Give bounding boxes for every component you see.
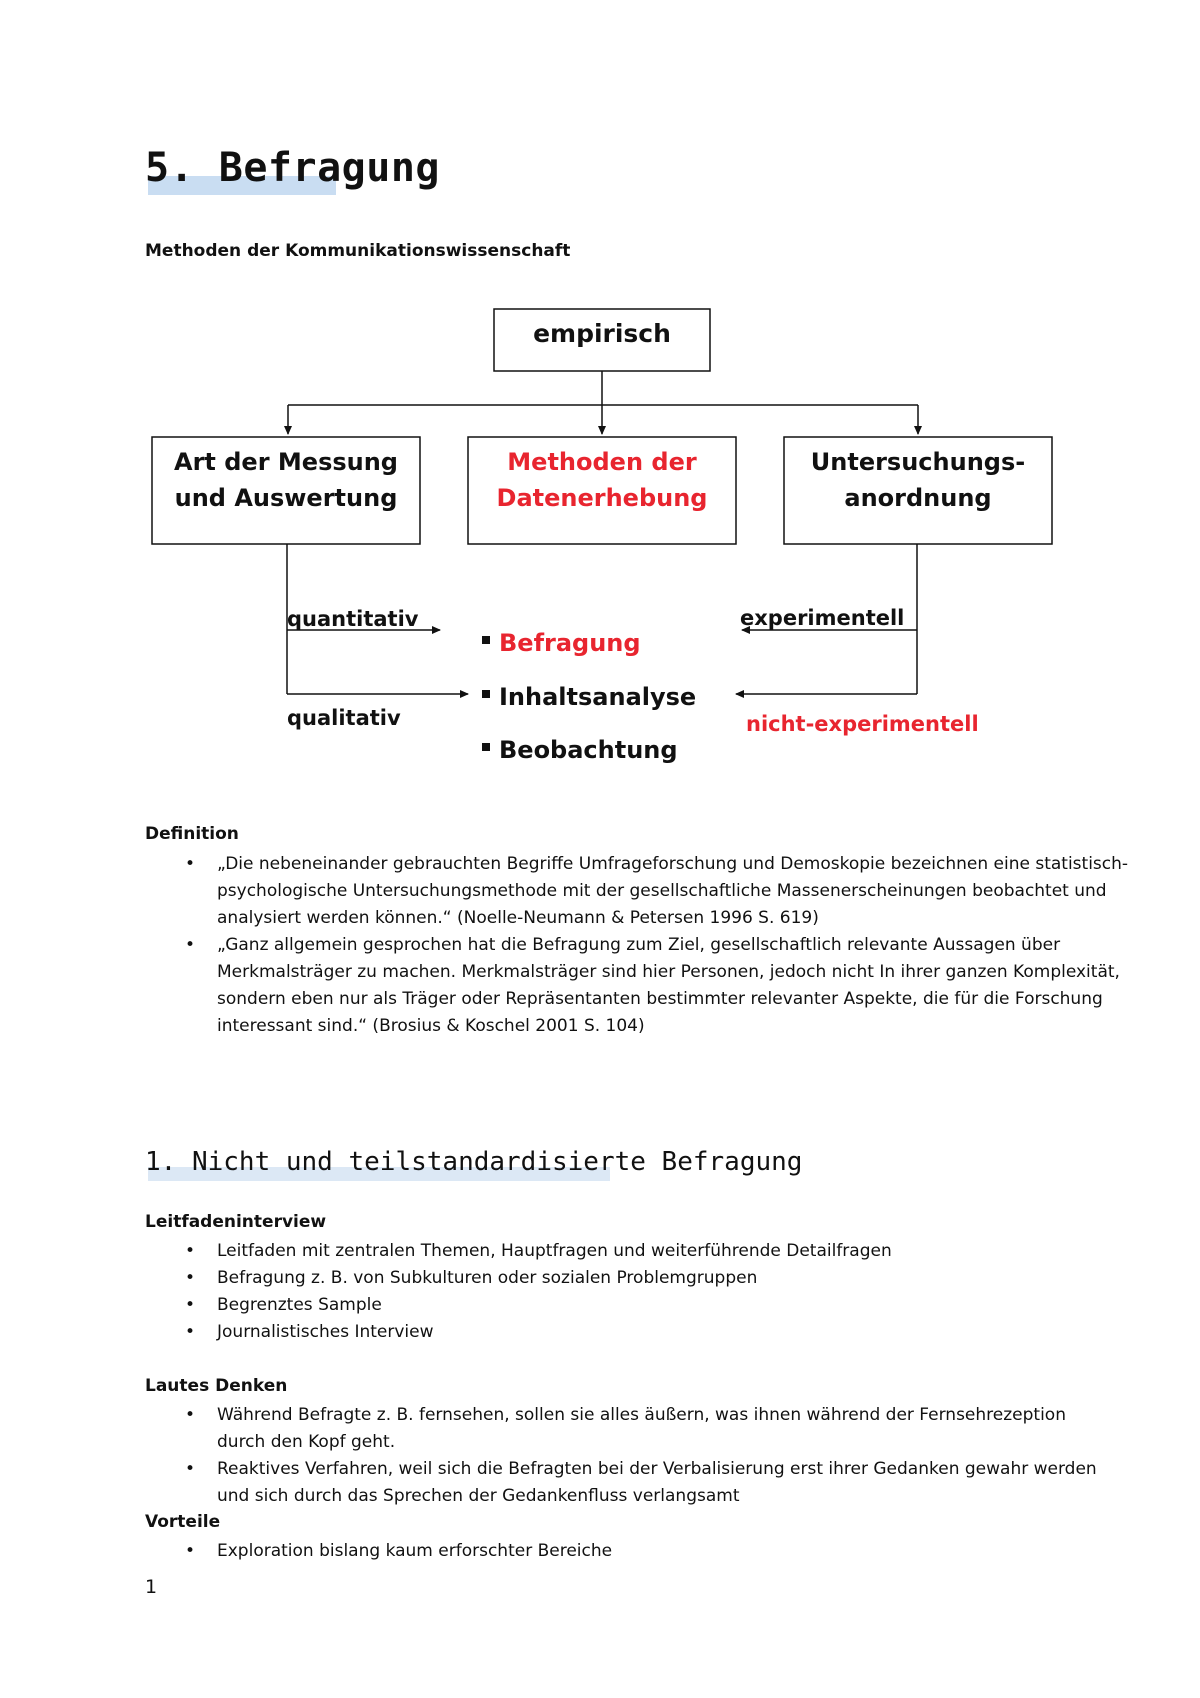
list-item: • Reaktives Verfahren, weil sich die Befragten bei der Verbalisierung erst ihrer Gedanken gewahr werden und sich durch das Sprechen der Gedankenfluss verlangsamt xyxy=(217,1456,1097,1510)
list-item: • Exploration bislang kaum erforschter Bereiche xyxy=(217,1538,1137,1565)
method-bullet xyxy=(482,636,490,644)
list-item: • „Die nebeneinander gebrauchten Begriffe Umfrageforschung und Demoskopie bezeichnen eine statistisch-psychologische Untersuchungsmethode mit der gesellschaftliche Massenerscheinungen beobachtet und analysiert werden können.“ (Noelle-Neumann & Petersen 1996 S. 619) xyxy=(217,851,1137,932)
leitfaden-label: Leitfadeninterview xyxy=(145,1212,327,1232)
box-anordnung-line1: Untersuchungs- xyxy=(810,448,1026,476)
page-number: 1 xyxy=(145,1576,158,1598)
label-quantitativ: quantitativ xyxy=(287,607,419,631)
definition-list xyxy=(145,851,1137,1040)
method-bullet xyxy=(482,743,490,751)
definition-label: Definition xyxy=(145,824,239,844)
box-anordnung-line2: anordnung xyxy=(844,484,992,512)
box-messung-line1: Art der Messung xyxy=(174,448,398,476)
box-empirisch-label: empirisch xyxy=(533,319,671,348)
lautes-denken-list xyxy=(145,1402,1097,1510)
subtitle: Methoden der Kommunikationswissenschaft xyxy=(145,241,571,261)
list-item: • „Ganz allgemein gesprochen hat die Befragung zum Ziel, gesellschaftlich relevante Aussagen über Merkmalsträger zu machen. Merkmalsträger sind hier Personen, jedoch nicht In ihrer ganzen Komplexität, sondern eben nur als Träger oder Repräsentanten bestimmter relevanter Aspekte, die für die Forschung interessant sind.“ (Brosius & Koschel 2001 S. 104) xyxy=(217,932,1137,1040)
page-title: 5. Befragung xyxy=(145,145,440,191)
box-datenerhebung-line2: Datenerhebung xyxy=(496,484,708,512)
method-inhaltsanalyse: Inhaltsanalyse xyxy=(499,683,697,711)
list-item: • Begrenztes Sample xyxy=(217,1292,1137,1319)
list-item: • Journalistisches Interview xyxy=(217,1319,1137,1346)
list-item: • Befragung z. B. von Subkulturen oder sozialen Problemgruppen xyxy=(217,1265,1137,1292)
label-experimentell: experimentell xyxy=(740,606,905,630)
leitfaden-list xyxy=(145,1238,1137,1346)
label-qualitativ: qualitativ xyxy=(287,706,401,730)
vorteile-label: Vorteile xyxy=(145,1512,221,1532)
vorteile-list xyxy=(145,1538,1137,1565)
method-befragung: Befragung xyxy=(499,629,641,657)
list-item: • Während Befragte z. B. fernsehen, sollen sie alles äußern, was ihnen während der Fernsehrezeption durch den Kopf geht. xyxy=(217,1402,1097,1456)
methods-diagram xyxy=(0,0,1200,800)
box-messung-line2: und Auswertung xyxy=(174,484,398,512)
section-heading: 1. Nicht und teilstandardisierte Befragung xyxy=(145,1147,803,1177)
method-beobachtung: Beobachtung xyxy=(499,736,678,764)
list-item: • Leitfaden mit zentralen Themen, Hauptfragen und weiterführende Detailfragen xyxy=(217,1238,1137,1265)
label-nicht-experimentell: nicht-experimentell xyxy=(746,712,979,736)
method-bullet xyxy=(482,690,490,698)
box-datenerhebung-line1: Methoden der xyxy=(507,448,697,476)
lautes-denken-label: Lautes Denken xyxy=(145,1376,288,1396)
